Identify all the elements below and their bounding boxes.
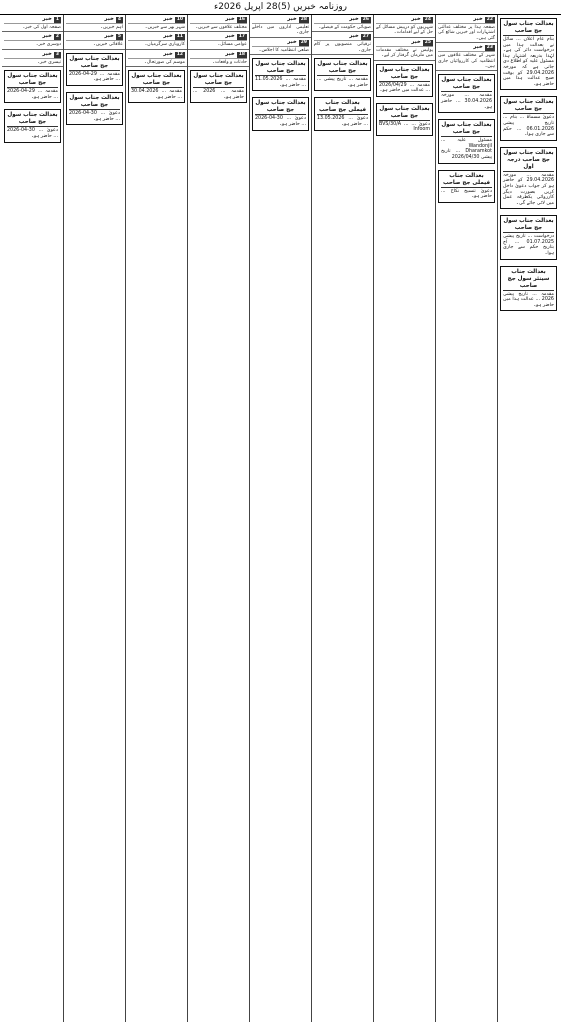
article-number-badge: 2 [55,34,59,40]
article-heading [190,33,247,41]
article-heading [314,16,371,24]
court-notice [500,96,557,140]
news-article [188,15,249,32]
page-column [373,15,435,1022]
notice-body: مقدمہ ... 29-04-2026 ... حاضر ہو۔ [7,89,58,100]
column-filler [188,106,249,1022]
article-number-badge: 28 [300,17,307,22]
page-header: روزنامہ خبریں (5)28 اپریل 2026ء [0,0,561,15]
article-heading [4,51,61,59]
court-notice [252,97,309,130]
notice-body: مقدمہ ... مورخہ 30.04.2026 ... حاضر ہو۔ [441,93,492,110]
article-body: موسم کی صورتحال۔ [128,60,185,65]
article-number-badge: 12 [176,51,183,57]
court-notice [4,109,61,142]
article-heading-text: خبر [225,33,235,40]
notice-body: مقدمہ ... 2026/04/29 ... عدالت میں حاضر ہو۔ [379,82,430,94]
notice-title: بعدالت جناب سول جج صاحب [503,99,554,113]
court-notice [438,74,495,113]
court-notice [252,58,309,91]
article-body: ترقیاتی منصوبوں پر کام جاری۔ [314,42,371,53]
court-notice [66,53,123,86]
article-heading-text: خبر [287,16,297,22]
news-article [250,38,311,55]
article-heading-text: خبر [225,16,235,22]
notice-title: بعدالت جناب سول جج صاحب [317,61,368,75]
news-article [126,32,187,49]
notice-title: بعدالت جناب سول جج صاحب [7,73,58,87]
article-body: پولیس نے مختلف مقدمات میں ملزمان گرفتار کر لیے۔ [376,47,433,59]
article-heading [376,16,433,24]
notice-title: بعدالت جناب سول جج صاحب درجہ اول [503,149,554,170]
court-notice [438,170,495,203]
notice-body: درخواست ... تاریخ پیشی 01.07.2025 ... آج بتاریخ حکم سے جاری ہوا۔ [503,234,554,257]
notice-body: دعویٰ تنسیخ نکاح ... حاضر ہو۔ [441,188,492,200]
article-number-badge: 3 [55,51,59,57]
news-article [126,15,187,32]
news-article [374,38,435,61]
notice-title: بعدالت جناب سول جج صاحب [379,105,430,119]
article-heading [66,33,123,41]
notice-title: بعدالت جناب سول جج صاحب [255,100,306,114]
article-heading-text: خبر [163,33,173,40]
news-article [312,15,373,32]
article-heading-text: خبر [473,16,483,22]
article-heading [252,39,309,47]
article-heading-text: خبر [42,33,52,40]
article-body: شہر کے مختلف علاقوں میں انتظامیہ کی کارروائیاں جاری ہیں۔ [438,53,495,70]
article-number-badge: 24 [424,17,431,22]
article-heading [376,39,433,47]
article-number-badge: 11 [176,34,183,40]
court-notice [500,18,557,90]
article-heading [438,44,495,52]
article-heading [4,33,61,41]
article-heading-text: خبر [42,16,52,22]
notice-body: مسئول علیہ ... Wandonjil Dharamkot ... تاریخ پیشی 2026/04/30 [441,138,492,160]
column-filler [2,146,63,1022]
page-column [435,15,497,1022]
article-number-badge: 5 [117,34,121,40]
news-article [126,50,187,67]
article-heading-text: خبر [225,50,235,57]
article-heading [128,16,185,24]
article-number-badge: 17 [238,34,245,40]
article-heading-text: خبر [104,33,114,40]
notice-body: مقدمہ ... 2026 ... حاضر ہو۔ [193,89,244,100]
article-body: دوسری خبر۔ [4,42,61,47]
article-heading [314,33,371,41]
article-heading [190,51,247,59]
article-heading [4,16,61,24]
news-article [64,15,125,32]
notice-body: مقدمہ ... 11.05.2026 ... حاضر ہو۔ [255,77,306,88]
article-heading-text: خبر [473,44,483,51]
article-body: صوبائی حکومت کے فیصلے۔ [314,25,371,30]
column-filler [126,106,187,1022]
article-heading-text: خبر [411,16,421,22]
article-body: اہم خبریں۔ [66,25,123,30]
column-filler [250,134,311,1022]
news-article [2,32,63,49]
court-notice [376,64,433,97]
notice-title: بعدالت جناب سینئر سول جج صاحب [503,269,554,291]
court-notice [4,70,61,103]
column-filler [498,314,559,1022]
article-body: مختلف علاقوں سے خبریں۔ [190,25,247,30]
article-body: عوامی مسائل۔ [190,42,247,47]
notice-title: بعدالت جناب سول جج صاحب [69,95,120,108]
article-heading [438,16,495,24]
article-body: صفحہ اول کی خبر۔ [4,25,61,30]
court-notice [438,119,495,163]
notice-body: دعویٰ ... 30-04-2026 ... حاضر ہو۔ [255,116,306,127]
notice-title: بعدالت جناب سول جج صاحب [131,73,182,87]
court-notice [314,58,371,91]
notice-title: بعدالت جناب سول جج صاحب [255,61,306,75]
notice-body: بنام عام اعلان ... سائل نے بعدالت ہذا میں درخواست دائر کی ہے۔ لہٰذا بذریعہ اشتہار ہذا مسئول علیہ کو اطلاع دی جاتی ہے کہ مورخہ 29.04.2026 کو بوقت صبح عدالت ہذا میں حاضر ہو۔ [503,37,554,87]
notice-body: دعویٰ ... 30-04-2026 ... حاضر ہو۔ [69,111,120,122]
page-column [249,15,311,1022]
notice-title: بعدالت جناب سول جج صاحب [441,122,492,136]
article-heading-text: خبر [411,38,421,45]
court-notice [190,70,247,103]
page-column [187,15,249,1022]
court-notice [500,266,557,312]
news-article [188,50,249,67]
court-notice [314,97,371,130]
news-article [436,15,497,43]
notice-title: بعدالت جناب سول جج صاحب [193,73,244,87]
article-heading-text: خبر [163,50,173,57]
article-number-badge: 29 [300,39,307,45]
notice-body: دعویٰ ... BVS/30/A ... Infoom [379,121,431,133]
news-article [312,32,373,55]
article-body: حادثات و واقعات۔ [190,60,247,65]
article-body: صفحہ ہذا پر مختلف عدالتی اشتہارات اور خبریں شائع کی گئی ہیں۔ [438,25,495,41]
article-heading-text: خبر [287,38,297,45]
article-number-badge: 16 [238,17,245,22]
news-article [374,15,435,38]
column-filler [64,128,125,1022]
news-article [436,43,497,71]
article-heading [66,16,123,24]
news-article [2,15,63,32]
notice-title: بعدالت جناب فیملی جج صاحب [318,100,367,114]
article-body: ضلعی انتظامیہ کا اجلاس۔ [252,48,309,53]
page-column [63,15,125,1022]
notice-body: دعویٰ ... 13.05.2026 ... حاضر ہو۔ [317,116,368,127]
notice-title: بعدالت جناب سول جج صاحب [441,77,492,91]
article-number-badge: 25 [424,39,431,45]
article-number-badge: 22 [486,17,493,22]
article-heading-text: خبر [349,33,359,40]
notice-body: دعویٰ مسماۃ ... بنام ... تاریخ پیشی 06.01.2026 ... حکم سے جاری ہوا۔ [503,115,554,138]
notice-title: بعدالت جناب سول جج صاحب [379,66,430,80]
court-notice [500,215,557,259]
notice-title: بعدالت جناب فیملی جج صاحب [442,172,491,186]
article-heading [190,16,247,24]
article-body: تعلیمی اداروں میں داخلے جاری۔ [252,25,309,36]
notice-title: بعدالت جناب سول جج صاحب [7,112,58,126]
page-column [497,15,559,1022]
article-body: کاروباری سرگرمیاں۔ [128,42,185,47]
page-column [125,15,187,1022]
article-body: شہریوں کو درپیش مسائل کے حل کے لیے اقدامات۔ [376,25,433,36]
column-filler [312,134,373,1022]
notice-title: بعدالت جناب سول جج صاحب [69,55,120,69]
page-column [311,15,373,1022]
article-heading-text: خبر [163,16,173,22]
article-heading-text: خبر [104,16,114,22]
article-heading [128,33,185,41]
article-number-badge: 18 [238,51,245,57]
notice-title: بعدالت جناب سول جج صاحب [503,21,554,34]
notice-body: دعویٰ ... 30-04-2026 ... حاضر ہو۔ [7,128,58,139]
article-number-badge: 10 [176,17,183,22]
article-heading [128,51,185,59]
article-number-badge: 26 [362,17,369,22]
notice-body: مقدمہ ... مورخہ 29.04.2026 کو حاضر ہو کر جواب دعویٰ داخل کریں بصورت دیگر کارروائی یکطرفہ عمل میں لائی جائے گی۔ [503,172,554,206]
article-heading-text: خبر [349,16,359,22]
article-body: تیسری خبر۔ [4,60,61,65]
news-article [64,32,125,49]
article-number-badge: 4 [117,17,121,22]
column-filler [374,139,435,1022]
article-body: علاقائی خبریں۔ [66,42,123,47]
notice-body: مقدمہ ... تاریخ پیشی 2026 ... عدالت ہذا میں حاضر ہو۔ [503,291,554,308]
notice-body: مقدمہ ... 30.04.2026 ... حاضر ہو۔ [131,89,182,100]
article-number-badge: 27 [362,34,369,40]
article-body: شہر بھر سے خبریں۔ [128,25,185,30]
page-column [2,15,63,1022]
news-article [188,32,249,49]
column-filler [436,206,497,1022]
notice-body: مقدمہ ... 29-04-2026 ... حاضر ہو۔ [69,71,120,83]
court-notice [376,103,433,136]
news-article [2,50,63,67]
news-article [250,15,311,38]
article-number-badge: 1 [55,17,59,22]
article-heading-text: خبر [42,50,52,57]
newspaper-page [2,15,559,1022]
article-number-badge: 23 [486,45,493,51]
article-heading [252,16,309,24]
notice-body: مقدمہ ... تاریخ پیشی ... حاضر ہو۔ [317,77,368,88]
notice-title: بعدالت جناب سول جج صاحب [503,218,554,232]
court-notice [66,92,123,125]
court-notice [500,147,557,210]
court-notice [128,70,185,103]
